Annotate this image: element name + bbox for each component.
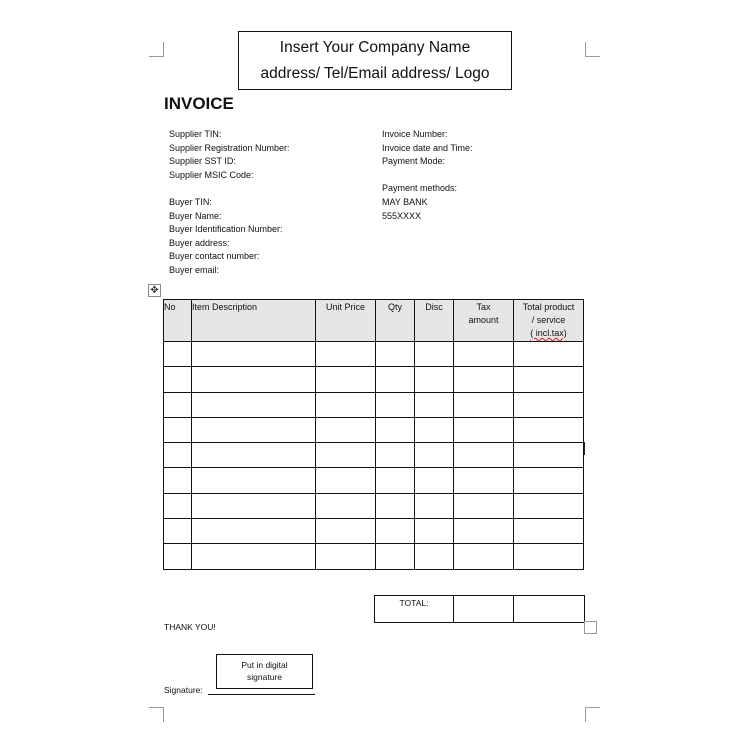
table-row	[164, 493, 584, 518]
buyer-email-label: Buyer email:	[169, 264, 220, 275]
table-row	[164, 519, 584, 544]
buyer-name-label: Buyer Name:	[169, 210, 222, 221]
total-header-line3: ( incl.tax)	[530, 328, 567, 338]
cell-unit-price[interactable]	[316, 392, 376, 417]
signature-label: Signature:	[164, 685, 203, 695]
cell-total[interactable]	[514, 342, 584, 367]
supplier-msic-label: Supplier MSIC Code:	[169, 169, 254, 180]
invoice-items-table	[163, 299, 584, 570]
cell-description[interactable]	[192, 417, 316, 442]
thank-you-text: THANK YOU!	[164, 622, 216, 632]
cell-qty[interactable]	[376, 544, 415, 569]
cell-qty[interactable]	[376, 417, 415, 442]
cell-description[interactable]	[192, 392, 316, 417]
cell-qty[interactable]	[376, 342, 415, 367]
cell-qty[interactable]	[376, 443, 415, 468]
crop-mark-top-right	[585, 42, 600, 57]
cell-description[interactable]	[192, 519, 316, 544]
supplier-tin-label: Supplier TIN:	[169, 129, 222, 139]
cell-qty[interactable]	[376, 519, 415, 544]
cell-total[interactable]	[514, 493, 584, 518]
column-header-tax-amount: Tax amount	[454, 300, 514, 342]
signature-box-line2: signature	[247, 672, 282, 682]
cell-unit-price[interactable]	[316, 544, 376, 569]
cell-unit-price[interactable]	[316, 417, 376, 442]
table-row	[164, 544, 584, 569]
cell-tax[interactable]	[454, 443, 514, 468]
cell-qty[interactable]	[376, 468, 415, 493]
column-header-qty: Qty	[376, 300, 415, 342]
cell-no[interactable]	[164, 443, 192, 468]
cell-no[interactable]	[164, 493, 192, 518]
table-header-row	[164, 300, 584, 342]
cell-no[interactable]	[164, 367, 192, 392]
cell-description[interactable]	[192, 342, 316, 367]
payment-account: 555XXXX	[382, 210, 422, 221]
table-row	[164, 468, 584, 493]
cell-qty[interactable]	[376, 367, 415, 392]
cell-tax[interactable]	[454, 493, 514, 518]
cell-disc[interactable]	[415, 519, 454, 544]
cell-unit-price[interactable]	[316, 443, 376, 468]
cell-qty[interactable]	[376, 493, 415, 518]
crop-mark-bottom-right	[585, 707, 600, 722]
cell-unit-price[interactable]	[316, 519, 376, 544]
cell-total[interactable]	[514, 443, 584, 468]
cell-total[interactable]	[514, 367, 584, 392]
cell-disc[interactable]	[415, 417, 454, 442]
table-row	[164, 443, 584, 468]
supplier-buyer-info	[169, 128, 290, 278]
buyer-tin-label: Buyer TIN:	[169, 196, 212, 207]
cell-no[interactable]	[164, 417, 192, 442]
cell-tax[interactable]	[454, 519, 514, 544]
payment-mode-label: Payment Mode:	[382, 156, 446, 167]
total-amount-cell[interactable]	[514, 596, 585, 623]
cell-tax[interactable]	[454, 367, 514, 392]
cell-disc[interactable]	[415, 342, 454, 367]
column-header-unit-price: Unit Price	[316, 300, 376, 342]
cell-no[interactable]	[164, 392, 192, 417]
invoice-payment-info	[382, 128, 473, 223]
supplier-sst-label: Supplier SST ID:	[169, 156, 236, 167]
payment-bank: MAY BANK	[382, 196, 428, 207]
total-tax-cell[interactable]	[454, 596, 514, 623]
blank-line	[169, 182, 290, 196]
cell-description[interactable]	[192, 367, 316, 392]
table-row	[164, 342, 584, 367]
invoice-date-label: Invoice date and Time:	[382, 142, 473, 153]
cell-unit-price[interactable]	[316, 493, 376, 518]
cell-unit-price[interactable]	[316, 342, 376, 367]
cell-unit-price[interactable]	[316, 367, 376, 392]
total-label: TOTAL:	[375, 596, 454, 623]
cell-disc[interactable]	[415, 443, 454, 468]
cell-qty[interactable]	[376, 392, 415, 417]
blank-line	[382, 169, 473, 183]
cell-total[interactable]	[514, 519, 584, 544]
cell-tax[interactable]	[454, 468, 514, 493]
column-header-disc: Disc	[415, 300, 454, 342]
cell-description[interactable]	[192, 443, 316, 468]
column-header-item-description: Item Description	[192, 300, 316, 342]
cell-disc[interactable]	[415, 468, 454, 493]
cell-tax[interactable]	[454, 544, 514, 569]
cell-total[interactable]	[514, 468, 584, 493]
table-row	[164, 367, 584, 392]
cell-disc[interactable]	[415, 493, 454, 518]
crop-mark-top-left	[149, 42, 164, 57]
total-header-line2: / service	[531, 315, 566, 325]
cell-no[interactable]	[164, 544, 192, 569]
company-header-box[interactable]	[238, 31, 512, 90]
company-contact: address/ Tel/Email address/ Logo	[260, 65, 490, 82]
column-header-total	[514, 300, 584, 342]
digital-signature-box[interactable]	[216, 654, 313, 689]
invoice-number-label: Invoice Number:	[382, 129, 448, 139]
cell-no[interactable]	[164, 519, 192, 544]
total-header-line1: Total product	[522, 302, 575, 312]
cell-no[interactable]	[164, 468, 192, 493]
cell-tax[interactable]	[454, 342, 514, 367]
cell-tax[interactable]	[454, 392, 514, 417]
buyer-contact-label: Buyer contact number:	[169, 251, 260, 262]
cell-total[interactable]	[514, 417, 584, 442]
cell-disc[interactable]	[415, 367, 454, 392]
signature-line[interactable]	[208, 694, 315, 695]
cell-description[interactable]	[192, 468, 316, 493]
company-name: Insert Your Company Name	[279, 39, 471, 56]
cell-disc[interactable]	[415, 392, 454, 417]
totals-row	[375, 596, 585, 623]
cell-no[interactable]	[164, 342, 192, 367]
text-cursor	[584, 442, 585, 455]
signature-box-line1: Put in digital	[241, 660, 288, 670]
crop-mark-bottom-left	[149, 707, 164, 722]
totals-table	[374, 595, 585, 623]
table-end-marker	[584, 621, 597, 634]
column-header-no: No	[164, 300, 192, 342]
table-row	[164, 417, 584, 442]
buyer-id-label: Buyer Identification Number:	[169, 224, 283, 235]
buyer-address-label: Buyer address:	[169, 237, 230, 248]
cell-unit-price[interactable]	[316, 468, 376, 493]
payment-methods-label: Payment methods:	[382, 183, 458, 194]
move-arrows-icon[interactable]: ✥	[148, 284, 161, 297]
page-title: INVOICE	[164, 94, 234, 113]
table-row	[164, 392, 584, 417]
cell-total[interactable]	[514, 392, 584, 417]
cell-disc[interactable]	[415, 544, 454, 569]
cell-description[interactable]	[192, 544, 316, 569]
supplier-registration-label: Supplier Registration Number:	[169, 142, 290, 153]
cell-total[interactable]	[514, 544, 584, 569]
cell-description[interactable]	[192, 493, 316, 518]
cell-tax[interactable]	[454, 417, 514, 442]
